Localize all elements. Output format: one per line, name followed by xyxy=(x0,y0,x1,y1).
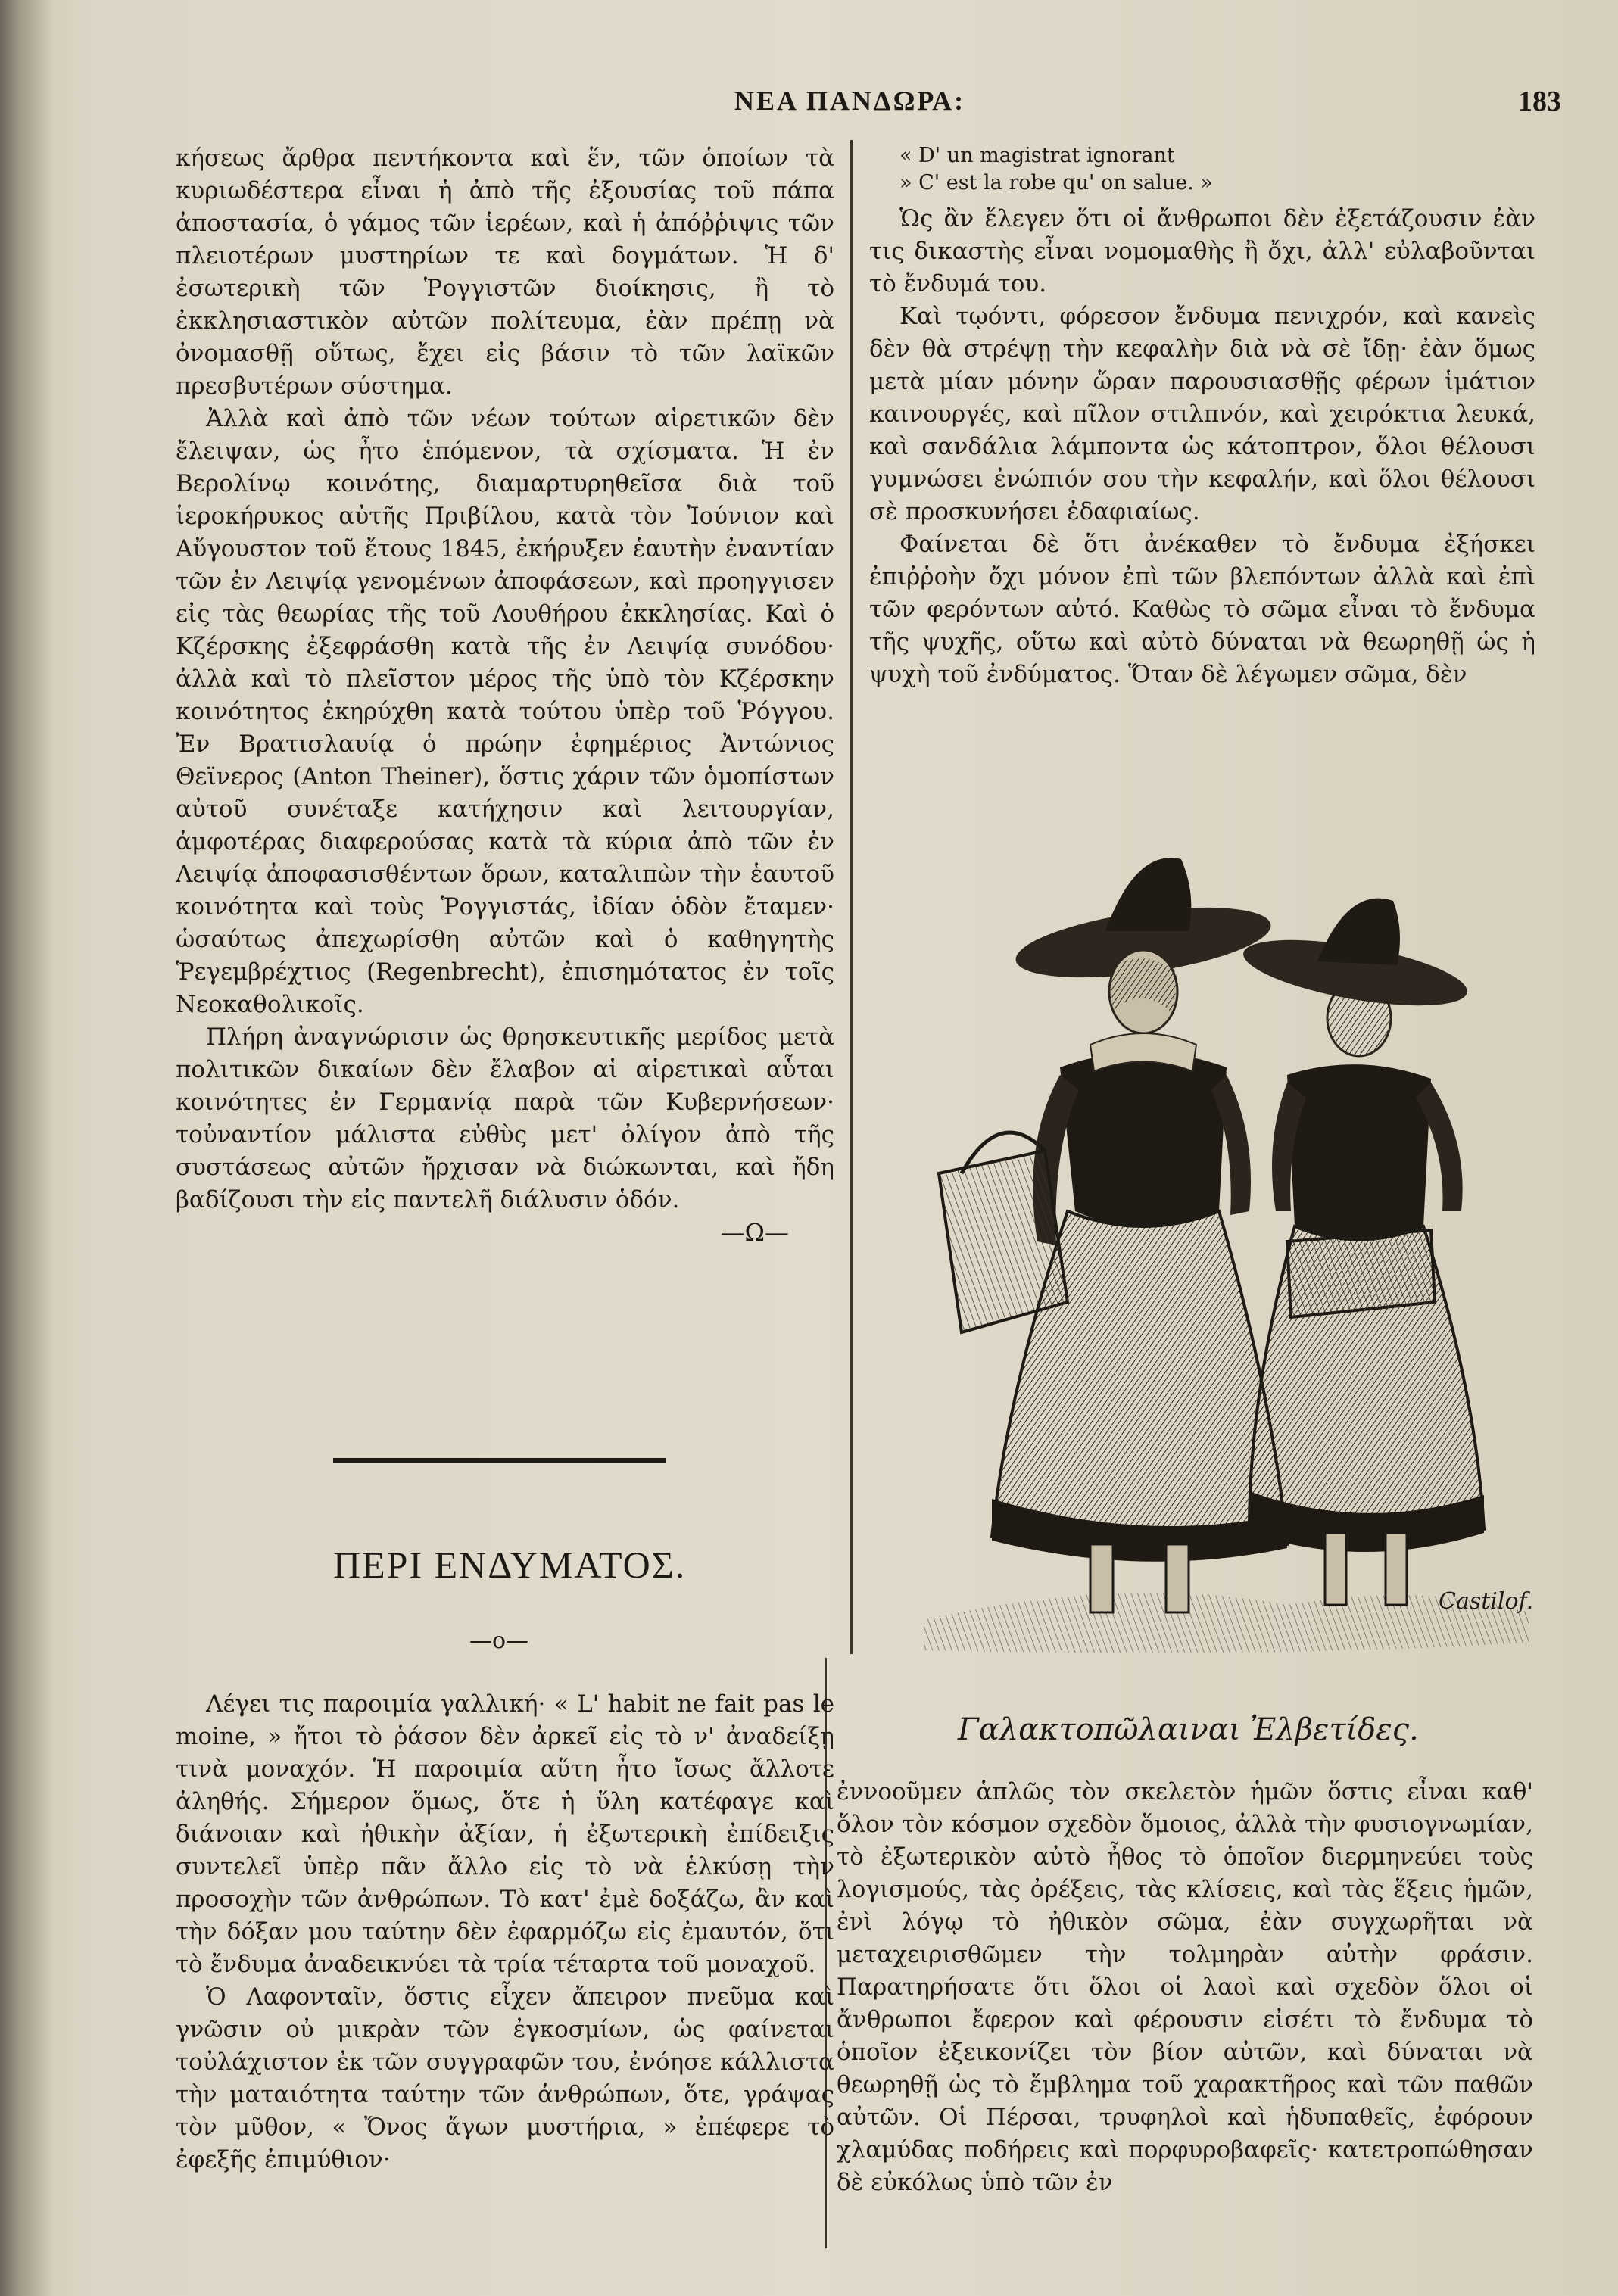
paragraph: κήσεως ἄρθρα πεντήκοντα καὶ ἕν, τῶν ὁποίων τὰ κυριωδέστερα εἶναι ἡ ἀπὸ τῆς ἐξουσίας τοῦ πάπα ἀποστασία, ὁ γάμος τῶν ἱερέων, καὶ ἡ ἀπόῤῥιψις τῶν πλειοτέρων μυστηρίων τε καὶ δογμάτων. Ἡ δ' ἐσωτερικὴ τῶν Ῥογγιστῶν διοίκησις, ἢ τὸ ἐκκλησιαστικὸν αὐτῶν πολίτευμα, ἐὰν πρέπῃ νὰ ὀνομασθῇ οὕτως, ἔχει εἰς βάσιν τὸ τῶν λαϊκῶν πρεσβυτέρων σύστημα. xyxy=(176,145,834,400)
article-end-mark: —Ω— xyxy=(720,1218,789,1247)
section-body xyxy=(176,1688,834,2176)
paragraph: Πλήρη ἀναγνώρισιν ὡς θρησκευτικῆς μερίδος μετὰ πολιτικῶν δικαίων δὲν ἔλαβον αἱ αἱρετικαὶ αὗται κοινότητες ἐν Γερμανίᾳ παρὰ τῶν Κυβερνήσεων· τοὐναντίον μάλιστα εὐθὺς μετ' ὀλίγον ἀπὸ τῆς συστάσεως αὐτῶν ἤρχισαν νὰ διώκωνται, καὶ ἤδη βαδίζουσι τὴν εἰς παντελῆ διάλυσιν ὁδόν. xyxy=(176,1023,834,1213)
binding-shadow xyxy=(0,0,53,2296)
paragraph: Ὡς ἂν ἔλεγεν ὅτι οἱ ἄνθρωποι δὲν ἐξετάζουσιν ἐὰν τις δικαστὴς εἶναι νομομαθὴς ἢ ὄχι, ἀλλ' εὐλαβοῦνται τὸ ἔνδυμά του. xyxy=(869,205,1535,298)
page-header xyxy=(0,85,1618,130)
paragraph: ἐννοοῦμεν ἁπλῶς τὸν σκελετὸν ἡμῶν ὅστις εἶναι καθ' ὅλον τὸν κόσμον σχεδὸν ὅμοιος, ἀλλὰ τὴν φυσιογνωμίαν, τὸ ἐξωτερικὸν αὐτὸ ἦθος τὸ ὁποῖον διερμηνεύει τοὺς λογισμούς, τὰς ὀρέξεις, τὰς κλίσεις, καὶ τὰς ἕξεις ἡμῶν, ἐνὶ λόγῳ τὸ ἠθικὸν σῶμα, ἐὰν συγχωρῆται νὰ μεταχειρισθῶμεν τὴν τολμηρὰν αὐτὴν φράσιν. Παρατηρήσατε ὅτι ὅλοι οἱ λαοὶ καὶ σχεδὸν ὅλοι οἱ ἄνθρωποι ἔφερον καὶ φέρουσιν εἰσέτι τὸ ἔνδυμα τὸ ὁποῖον ἐξεικονίζει τὸν βίον αὐτῶν, καὶ δύναται νὰ θεωρηθῇ ὡς τὸ ἔμβλημα τοῦ χαρακτῆρος καὶ τῶν παθῶν αὐτῶν. Οἱ Πέρσαι, τρυφηλοὶ καὶ ἡδυπαθεῖς, ἐφόρουν χλαμύδας ποδήρεις καὶ πορφυροβαφεῖς· κατετροπώθησαν δὲ εὐκόλως ὑπὸ τῶν ἐν xyxy=(837,1778,1533,2196)
column-divider xyxy=(850,140,853,1654)
french-quote xyxy=(899,142,1535,197)
paragraph: Λέγει τις παροιμία γαλλική· « L' habit ne fait pas le moine, » ἤτοι τὸ ῥάσον δὲν ἀρκεῖ εἰς τὸ ν' ἀναδείξῃ τινὰ μοναχόν. Ἡ παροιμία αὕτη ἦτο ἴσως ἄλλοτε ἀληθής. Σήμερον ὅμως, ὅτε ἡ ὕλη κατέφαγε καὶ διάνοιαν καὶ ἠθικὴν ἀξίαν, ἡ ἐξωτερικὴ ἐπίδειξις συντελεῖ ὑπὲρ πᾶν ἄλλο εἰς τὸ νὰ ἑλκύσῃ τὴν προσοχὴν τῶν ἀνθρώπων. Τὸ κατ' ἐμὲ δοξάζω, ἂν καὶ τὴν δόξαν μου ταύτην δὲν ἐφαρμόζω εἰς ἐμαυτόν, ὅτι τὸ ἔνδυμα ἀναδεικνύει τὰ τρία τέταρτα τοῦ μοναχοῦ. xyxy=(176,1690,834,1978)
section-subtitle-mark: —ο— xyxy=(469,1628,529,1654)
illustration-caption: Γαλακτοπῶλαιναι Ἐλβετίδες. xyxy=(958,1712,1419,1747)
artist-signature: Castilof. xyxy=(1439,1588,1534,1615)
right-column-top xyxy=(869,142,1535,691)
section-separator xyxy=(333,1458,666,1463)
right-column-bottom xyxy=(837,1776,1533,2199)
running-title: ΝΕΑ ΠΑΝΔΩΡΑ: xyxy=(734,86,966,116)
paragraph: Ἀλλὰ καὶ ἀπὸ τῶν νέων τούτων αἱρετικῶν δὲν ἔλειψαν, ὡς ἦτο ἑπόμενον, τὰ σχίσματα. Ἡ ἐν Βερολίνῳ κοινότης, διαμαρτυρηθεῖσα διὰ τοῦ ἱεροκήρυκος αὐτῆς Πριβίλου, κατὰ τὸν Ἰούνιον καὶ Αὔγουστον τοῦ ἔτους 1845, ἐκήρυξεν ἑαυτὴν ἐναντίαν τῶν ἐν Λειψίᾳ γενομένων ἀποφάσεων, καὶ προηγγισεν εἰς τὰς θεωρίας τῆς τοῦ Λουθήρου ἐκκλησίας. Καὶ ὁ Κζέρσκης ἐξεφράσθη κατὰ τῆς ἐν Λειψίᾳ συνόδου· ἀλλὰ καὶ τὸ πλεῖστον μέρος τῆς ὑπὸ τὸν Κζέρσκην κοινότητος ἐκηρύχθη κατὰ τούτου ὑπὲρ τοῦ Ῥόγγου. Ἐν Βρατισλαυίᾳ ὁ πρώην ἐφημέριος Ἀντώνιος Θεϊνερος (Anton Theiner), ὅστις χάριν τῶν ὁμοπίστων αὐτοῦ συνέταξε κατήχησιν καὶ λειτουργίαν, ἀμφοτέρας διαφερούσας κατὰ τὰ κύρια ἀπὸ τῶν ἐν Λειψίᾳ ἀποφασισθέντων ὅρων, καταλιπὼν τὴν ἑαυτοῦ κοινότητα καὶ τοὺς Ῥογγιστάς, ἰδίαν ὁδὸν ἔταμεν· ὡσαύτως ἀπεχωρίσθη αὐτῶν καὶ ὁ καθηγητὴς Ῥεγεμβρέχτιος (Regenbrecht), ἐπισημότατος ἐν τοῖς Νεοκαθολικοῖς. xyxy=(176,405,834,1018)
paragraph: Ὁ Λαφονταῖν, ὅστις εἶχεν ἄπειρον πνεῦμα καὶ γνῶσιν οὐ μικρὰν τῶν ἐγκοσμίων, ὡς φαίνεται τοὐλάχιστον ἐκ τῶν συγγραφῶν του, ἐνόησε κάλλιστα τὴν ματαιότητα ταύτην τῶν ἀνθρώπων, ὅτε, γράψας τὸν μῦθον, « Ὄνος ἄγων μυστήρια, » ἐπέφερε τὸ ἐφεξῆς ἐπιμύθιον· xyxy=(176,1983,834,2173)
paragraph: Καὶ τῳόντι, φόρεσον ἔνδυμα πενιχρόν, καὶ κανεὶς δὲν θὰ στρέψῃ τὴν κεφαλὴν διὰ νὰ σὲ ἴδῃ· ἐὰν ὅμως μετὰ μίαν μόνην ὥραν παρουσιασθῇς φέρων ἱμάτιον καινουργές, καὶ πῖλον στιλπνόν, καὶ χειρόκτια λευκά, καὶ σανδάλια λάμποντα ὡς κάτοπτρον, ὅλοι θέλουσι γυμνώσει ἐνώπιόν σου τὴν κεφαλήν, καὶ ὅλοι θέλουσι σὲ προσκυνήσει ἐδαφιαίως. xyxy=(869,303,1535,525)
engraving-swiss-milkmaids xyxy=(893,818,1545,1681)
quote-line: » C' est la robe qu' on salue. » xyxy=(899,171,1213,195)
section-title: ΠΕΡΙ ΕΝΔΥΜΑΤΟΣ. xyxy=(333,1544,687,1586)
paragraph: Φαίνεται δὲ ὅτι ἀνέκαθεν τὸ ἔνδυμα ἐξήσκει ἐπιῤῥοὴν ὄχι μόνον ἐπὶ τῶν βλεπόντων ἀλλὰ καὶ ἐπὶ τῶν φερόντων αὐτό. Καθὼς τὸ σῶμα εἶναι τὸ ἔνδυμα τῆς ψυχῆς, οὕτω καὶ αὐτὸ δύναται νὰ θεωρηθῇ ὡς ἡ ψυχὴ τοῦ ἐνδύματος. Ὅταν δὲ λέγωμεν σῶμα, δὲν xyxy=(869,531,1535,688)
left-column-article xyxy=(176,142,834,1249)
quote-line: « D' un magistrat ignorant xyxy=(899,144,1175,167)
page-number: 183 xyxy=(1518,86,1561,117)
